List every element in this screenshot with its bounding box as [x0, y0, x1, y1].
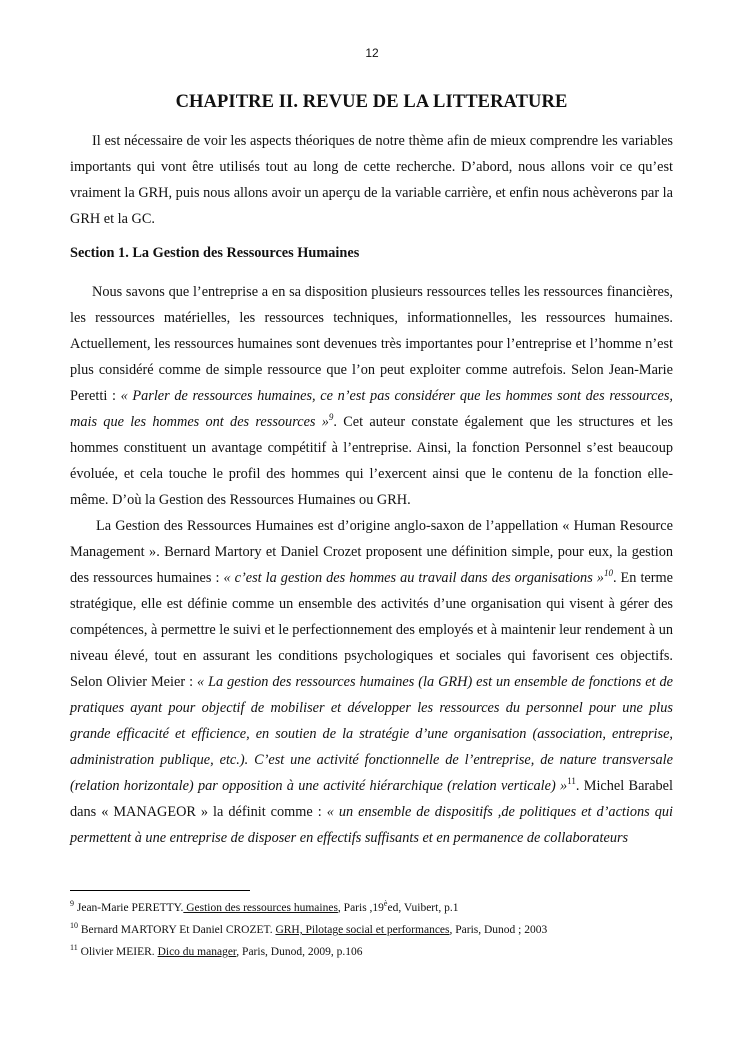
body-paragraphs: [70, 279, 673, 851]
footnote-edition-sup: è: [383, 899, 388, 909]
footnote-author: Jean-Marie PERETTY.: [76, 902, 184, 914]
paragraph-2-text-a: La Gestion des Ressources Humaines est d’origine anglo-saxon de l’appellation « Human Resource Management ». Bernard Martory et Daniel Crozet proposent une définition simple, pour eux, la gestion des ressources humaines :: [70, 518, 673, 586]
paragraph-1-text-b: . Cet auteur constate également que les structures et les hommes constituent un avantage compétitif à l’entreprise. Ainsi, la fonction Personnel s’est beaucoup évoluée, et cela touche le profil des hommes qui l’exercent ainsi que le contenu de la fonction elle-même. D’où la Gestion des Ressources Humaines ou GRH.: [70, 414, 673, 508]
peretti-quote: « Parler de ressources humaines, ce n’est pas considérer que les hommes sont des ressources, mais que les hommes ont des ressources »: [70, 388, 673, 430]
footnote-work-title: Gestion des ressources humaines: [183, 902, 338, 914]
footnotes: [70, 897, 673, 963]
meier-quote: « La gestion des ressources humaines (la GRH) est un ensemble de fonctions et de pratiques ayant pour objectif de mobiliser et développer les ressources du personnel pour une plus grande efficacité et efficience, en soutien de la stratégie d’une organisation (association, entreprise, administration publique, etc.). C’est une activité fonctionnelle de l’entreprise, de nature transversale (relation horizontale) par opposition à une activité hiérarchique (relation verticale) »: [70, 674, 673, 794]
paragraph-1-text-a: Nous savons que l’entreprise a en sa disposition plusieurs ressources telles les ressources financières, les ressources matérielles, les ressources techniques, informationnelles, les ressources humaines. Actuellement, les ressources humaines sont devenues très importantes pour l’entreprise et l’homme n’est plus considéré comme de simple ressource que l’on peut exploiter comme autrefois. Selon Jean-Marie Peretti :: [70, 284, 673, 404]
footnote-place: , Paris ,19: [337, 902, 384, 914]
footnote-rest: ed, Vuibert, p.1: [387, 902, 459, 914]
footnote-number: 11: [70, 943, 78, 953]
chapter-title: CHAPITRE II. REVUE DE LA LITTERATURE: [175, 92, 568, 112]
page-number: 12: [365, 46, 379, 60]
footnote-work-title: Dico du manager: [157, 946, 237, 958]
paragraph-2-text-b: . En terme stratégique, elle est définie comme un ensemble des activités d’une organisation qui visent à gérer des compétences, à permettre le suivi et le perfectionnement des employés et à maintenir leur rendement à un niveau élevé, tout en assurant les conditions psychologiques et sociales qui favorisent ces objectifs. Selon Olivier Meier :: [70, 570, 674, 690]
footnote-author: Olivier MEIER.: [80, 946, 155, 958]
footnote-number: 10: [70, 921, 78, 931]
footnote-9: [70, 897, 673, 919]
footnote-author: Bernard MARTORY Et Daniel CROZET.: [80, 924, 273, 936]
intro-paragraph: [70, 128, 673, 232]
footnote-ref-9: 9: [328, 412, 334, 423]
footnote-11: [70, 941, 673, 963]
paragraph-2-text-c: . Michel Barabel dans « MANAGEOR » la définit comme :: [70, 778, 673, 820]
footnote-ref-10: 10: [603, 568, 613, 579]
barabel-quote: « un ensemble de dispositifs ,de politiques et d’actions qui permettent à une entreprise de disposer en effectifs suffisants et en permanence de collaborateurs: [70, 804, 673, 846]
paragraph-1: [70, 279, 673, 513]
paragraph-2: [70, 513, 673, 851]
section-heading: Section 1. La Gestion des Ressources Humaines: [70, 245, 360, 261]
footnote-work-title: GRH, Pilotage social et performances: [275, 924, 450, 936]
footnote-number: 9: [70, 899, 74, 909]
martory-crozet-quote: « c’est la gestion des hommes au travail dans des organisations »: [223, 570, 604, 586]
footnote-rest: , Paris, Dunod, 2009, p.106: [236, 946, 363, 958]
intro-text: Il est nécessaire de voir les aspects théoriques de notre thème afin de mieux comprendre les variables importants qui vont être utilisés tout au long de cette recherche. D’abord, nous allons voir ce qu’est vraiment la GRH, puis nous allons avoir un aperçu de la variable carrière, et enfin nous achèverons par la GRH et la GC.: [70, 133, 673, 227]
footnote-separator: [70, 890, 250, 891]
footnote-rest: , Paris, Dunod ; 2003: [449, 924, 548, 936]
footnote-ref-11: 11: [567, 776, 576, 787]
footnote-10: [70, 919, 673, 941]
